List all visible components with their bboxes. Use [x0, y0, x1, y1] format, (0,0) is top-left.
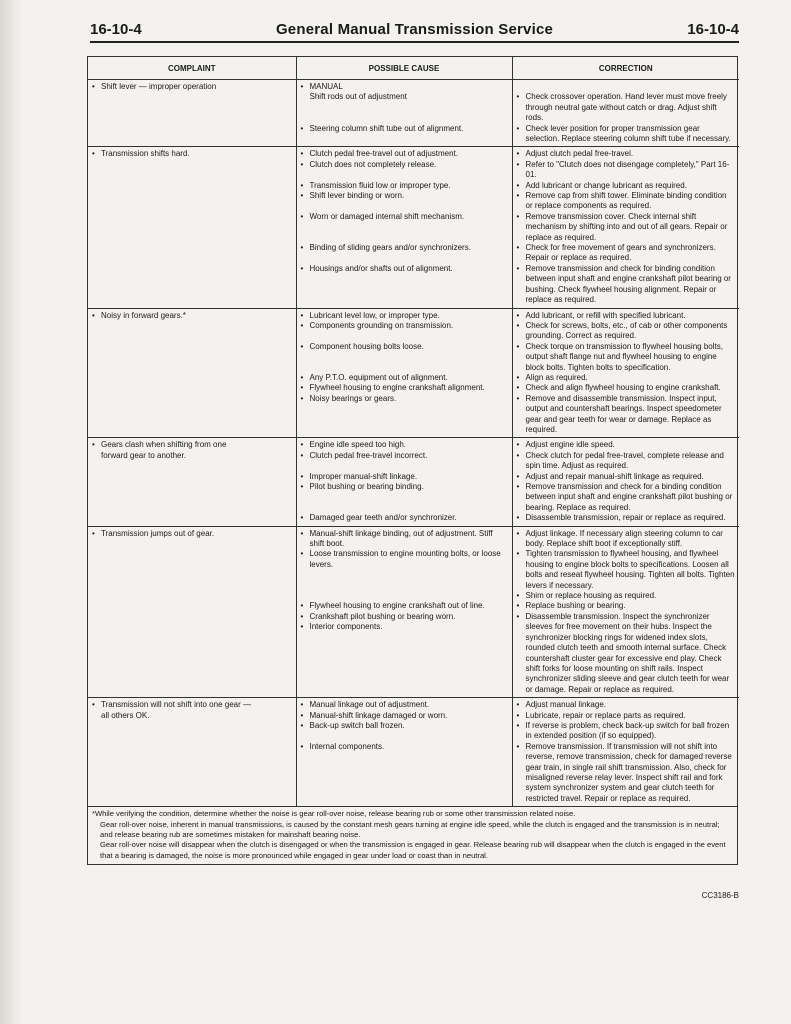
list-item [301, 243, 508, 253]
item-text: Component housing bolts loose. [309, 341, 424, 351]
bullet-icon: • [516, 513, 520, 523]
complaint-cell [88, 698, 296, 807]
spacer [301, 461, 508, 471]
list-item [301, 482, 508, 492]
item-text: Tighten transmission to flywheel housing, and flywheel housing to engine block bolts to specifications. Loosen all bolts and reseat flywheel housing. Tighten all bolts. Tighten levers if necessary. [525, 549, 735, 590]
bullet-icon: • [92, 700, 95, 710]
item-text: Transmission will not shift into one gear — [101, 700, 251, 710]
item-text: Remove transmission and check for binding condition between input shaft and engine crankshaft pilot bearing or bushing. Check flywheel housing alignment. Repair or replace as required. [525, 263, 731, 305]
list-item [301, 264, 508, 274]
bullet-icon: • [516, 440, 520, 450]
item-text: Manual linkage out of adjustment. [309, 700, 430, 710]
bullet-icon: • [516, 263, 520, 273]
bullet-icon: • [516, 191, 520, 201]
list-item [301, 742, 508, 752]
item-text: Disassemble transmission, repair or replace as required. [525, 513, 726, 523]
bullet-icon [301, 92, 310, 102]
list-item [517, 264, 736, 306]
list-item [301, 513, 508, 523]
list-item [517, 383, 736, 393]
item-text: all others OK. [101, 710, 150, 720]
complaint-cell [88, 308, 296, 438]
list-item [517, 549, 736, 591]
column-header-possible-cause: POSSIBLE CAUSE [296, 57, 512, 80]
page-number-right: 16-10-4 [687, 21, 739, 38]
column-header-correction: CORRECTION [512, 57, 739, 80]
list-item [517, 529, 736, 550]
list-item [517, 742, 736, 804]
item-text: Transmission fluid low or improper type. [309, 180, 451, 190]
list-item [92, 700, 292, 710]
list-item [517, 472, 736, 482]
item-text: Internal components. [309, 741, 385, 751]
bullet-icon: • [516, 383, 520, 393]
bullet-icon: • [300, 513, 304, 523]
item-text: Check clutch for pedal free-travel, complete release and spin time. Adjust as required. [525, 450, 724, 471]
item-text: Check torque on transmission to flywheel housing bolts, output shaft flange nut and flywheel housing to engine block bolts. Tighten bolts to specification. [525, 341, 723, 372]
bullet-icon: • [516, 372, 520, 382]
bullet-icon: • [516, 243, 520, 253]
item-text: forward gear to another. [101, 450, 186, 460]
item-text: Loose transmission to engine mounting bolts, or loose levers. [309, 549, 501, 569]
item-text: Disassemble transmission. Inspect the synchronizer sleeves for free movement on their hubs. Inspect the synchronizer blocking rings for widened index slots, rounded clutch teeth and smooth internal surface. Check countershaft cluster gear for excessive end play. Check shift forks for loose mounting on shift rails. Inspect synchronizer sliding sleeve and gear clutch teeth for wear or damage. Repair or replace as required. [525, 611, 730, 694]
item-text: Transmission shifts hard. [101, 149, 190, 159]
item-text: Gears clash when shifting from one [101, 440, 227, 450]
table-row [88, 526, 739, 698]
item-text: Replace bushing or bearing. [525, 601, 626, 611]
list-item [301, 373, 508, 383]
spacer [301, 222, 508, 243]
spacer [301, 201, 508, 211]
item-text: Refer to "Clutch does not disengage completely," Part 16-01. [525, 159, 730, 180]
bullet-icon: • [300, 393, 304, 403]
page-title: General Manual Transmission Service [275, 21, 554, 38]
item-text: Clutch pedal free-travel out of adjustment. [309, 149, 459, 159]
bullet-icon: • [300, 741, 304, 751]
spacer [517, 82, 736, 92]
correction-cell [512, 308, 739, 438]
bullet-icon: • [300, 123, 304, 133]
bullet-icon: • [516, 123, 520, 133]
list-item [517, 711, 736, 721]
item-text: Add lubricant or change lubricant as required. [525, 180, 687, 190]
list-item [301, 124, 508, 134]
list-item [301, 622, 508, 632]
bullet-icon: • [516, 471, 520, 481]
item-text: Remove and disassemble transmission. Inspect input, output and countershaft bearings. Inspect speedometer gear and gear teeth for wear or damage. Replace as required. [525, 393, 722, 434]
bullet-icon: • [92, 528, 95, 538]
bullet-icon: • [300, 440, 304, 450]
correction-cell [512, 147, 739, 308]
list-item [301, 601, 508, 611]
spacer [301, 570, 508, 601]
correction-cell [512, 80, 739, 147]
bullet-icon: • [300, 180, 304, 190]
item-text: Shift rods out of adjustment [309, 92, 407, 102]
list-item [301, 612, 508, 622]
list-item [517, 513, 736, 523]
bullet-icon: • [516, 320, 520, 330]
spacer [301, 103, 508, 124]
item-text: Engine idle speed too high. [309, 440, 407, 450]
spacer [301, 352, 508, 373]
bullet-icon: • [300, 700, 304, 710]
item-text: Clutch does not completely release. [309, 159, 437, 169]
item-text: Lubricate, repair or replace parts as required. [525, 710, 686, 720]
possible-cause-cell [296, 526, 512, 698]
bullet-icon: • [92, 440, 95, 450]
bullet-icon: • [516, 310, 520, 320]
bullet-icon: • [92, 149, 95, 159]
bullet-icon: • [300, 341, 304, 351]
spacer [301, 170, 508, 180]
bullet-icon: • [300, 211, 304, 221]
list-item [517, 243, 736, 264]
list-item [517, 451, 736, 472]
list-item [301, 191, 508, 201]
item-text: Add lubricant, or refill with specified lubricant. [525, 310, 686, 320]
item-text: Noisy bearings or gears. [309, 393, 397, 403]
item-text: Adjust manual linkage. [525, 700, 606, 710]
bullet-icon: • [300, 383, 304, 393]
list-item [301, 311, 508, 321]
bullet-icon: • [300, 310, 304, 320]
item-text: Check for screws, bolts, etc., of cab or other components grounding. Correct as required. [525, 320, 728, 341]
list-item [517, 394, 736, 436]
figure-code: CC3186-B [701, 891, 739, 900]
list-item [517, 149, 736, 159]
item-text: Interior components. [309, 622, 383, 632]
bullet-icon: • [300, 710, 304, 720]
list-item [517, 124, 736, 145]
list-item [301, 700, 508, 710]
item-text: Clutch pedal free-travel incorrect. [309, 450, 428, 460]
table-row [88, 147, 739, 308]
bullet-icon: • [300, 528, 304, 538]
item-text: Components grounding on transmission. [309, 320, 454, 330]
list-item [301, 181, 508, 191]
list-item [517, 591, 736, 601]
item-text: Adjust engine idle speed. [525, 440, 615, 450]
list-item [517, 342, 736, 373]
bullet-icon: • [516, 741, 520, 751]
item-text: Lubricant level low, or improper type. [309, 310, 440, 320]
item-text: Manual-shift linkage damaged or worn. [309, 710, 448, 720]
bullet-icon: • [92, 82, 95, 91]
table-footnote [88, 806, 737, 864]
list-item [92, 440, 292, 450]
list-item [301, 472, 508, 482]
item-text: Pilot bushing or bearing binding. [309, 482, 424, 491]
item-text: Remove transmission and check for a binding condition between input shaft and engine crankshaft pilot bushing or bearing. Replace as required. [525, 482, 733, 512]
bullet-icon: • [300, 450, 304, 460]
list-item [517, 721, 736, 742]
table-row [88, 698, 739, 807]
list-item [301, 529, 508, 550]
possible-cause-cell [296, 438, 512, 526]
list-item [517, 321, 736, 342]
bullet-icon [92, 711, 101, 721]
list-item [517, 373, 736, 383]
item-text: Check and align flywheel housing to engine crankshaft. [525, 383, 721, 393]
bullet-icon: • [516, 700, 520, 710]
list-item [301, 549, 508, 570]
item-text: Housings and/or shafts out of alignment. [309, 263, 453, 273]
bullet-icon: • [516, 211, 520, 221]
possible-cause-cell [296, 147, 512, 308]
list-item [301, 721, 508, 731]
complaint-cell [88, 147, 296, 308]
bullet-icon: • [516, 450, 520, 460]
item-text: Worn or damaged internal shift mechanism. [309, 211, 465, 221]
bullet-icon: • [300, 191, 304, 201]
list-item [301, 711, 508, 721]
bullet-icon: • [300, 243, 304, 253]
list-item [517, 311, 736, 321]
bullet-icon: • [300, 149, 304, 159]
list-item [301, 212, 508, 222]
possible-cause-cell [296, 308, 512, 438]
list-item [301, 160, 508, 170]
spacer [301, 331, 508, 341]
list-item [517, 191, 736, 212]
bullet-icon: • [516, 92, 520, 102]
bullet-icon: • [300, 372, 304, 382]
item-text: Manual-shift linkage binding, out of adjustment. Stiff shift boot. [309, 528, 493, 549]
list-item [301, 451, 508, 461]
diagnosis-table [87, 56, 738, 865]
bullet-icon: • [516, 710, 520, 720]
footnote-line: Gear roll-over noise will disappear when the clutch is disengaged or when the transmission is engaged in gear. Release bearing rub will disappear when the clutch is engaged in the event that a bearing is damaged, the noise is more pronounced while engaged in gear under load or coast than in neutral. [100, 840, 726, 860]
item-text: Shift lever binding or worn. [309, 191, 405, 201]
bullet-icon: • [300, 320, 304, 330]
list-item [517, 482, 736, 513]
list-item [301, 92, 508, 102]
correction-cell [512, 698, 739, 807]
item-text: Flywheel housing to engine crankshaft alignment. [309, 383, 485, 393]
list-item [517, 601, 736, 611]
list-item [517, 440, 736, 450]
list-item [301, 342, 508, 352]
table-row [88, 80, 739, 147]
page-header [90, 14, 739, 43]
list-item [301, 394, 508, 404]
spacer [301, 731, 508, 741]
bullet-icon: • [516, 591, 520, 601]
list-item [301, 82, 508, 92]
item-text: Check for free movement of gears and synchronizers. Repair or replace as required. [525, 243, 716, 263]
list-item [517, 92, 736, 123]
spacer [301, 253, 508, 263]
item-text: Check lever position for proper transmission gear selection. Replace steering column shift tube if necessary. [525, 123, 731, 144]
bullet-icon: • [516, 528, 520, 538]
bullet-icon: • [300, 622, 304, 632]
item-text: Align as required. [525, 372, 588, 382]
item-text: Crankshaft pilot bushing or bearing worn. [309, 611, 456, 621]
item-text: Improper manual-shift linkage. [309, 471, 418, 481]
item-text: Back-up switch ball frozen. [309, 720, 405, 730]
list-item [301, 321, 508, 331]
item-text: MANUAL [309, 82, 343, 91]
list-item [92, 149, 292, 159]
item-text: Any P.T.O. equipment out of alignment. [309, 372, 448, 382]
complaint-cell [88, 80, 296, 147]
possible-cause-cell [296, 80, 512, 147]
item-text: Damaged gear teeth and/or synchronizer. [309, 513, 457, 523]
spacer [301, 492, 508, 513]
list-item [517, 700, 736, 710]
book-spine-shadow [0, 0, 22, 1024]
list-item [301, 149, 508, 159]
complaint-cell [88, 526, 296, 698]
list-item [92, 529, 292, 539]
bullet-icon: • [300, 159, 304, 169]
bullet-icon: • [300, 263, 304, 273]
list-item [517, 160, 736, 181]
complaint-cell [88, 438, 296, 526]
bullet-icon: • [516, 611, 520, 621]
item-text: Steering column shift tube out of alignment. [309, 123, 464, 133]
bullet-icon: • [516, 482, 520, 492]
item-text: Adjust and repair manual-shift linkage as required. [525, 471, 704, 481]
column-header-complaint: COMPLAINT [88, 57, 296, 80]
bullet-icon: • [516, 601, 520, 611]
bullet-icon: • [516, 149, 520, 159]
item-text: If reverse is problem, check back-up switch for ball frozen in extended position (if so equipped). [525, 720, 730, 741]
item-text: Remove transmission. If transmission will not shift into reverse, remove transmission, check for damaged reverse gear train, in single rail shift transmission. Also, check for misaligned reverse relay lever. Inspect shift rail and fork system synchronizer system and gear clutch teeth for restricted travel. Repair or replace as required. [525, 741, 732, 803]
bullet-icon: • [300, 601, 304, 611]
correction-cell [512, 526, 739, 698]
bullet-icon: • [300, 471, 304, 481]
list-item [517, 612, 736, 695]
list-item [92, 451, 292, 461]
list-item [301, 383, 508, 393]
table-row [88, 308, 739, 438]
correction-cell [512, 438, 739, 526]
bullet-icon: • [300, 482, 304, 491]
possible-cause-cell [296, 698, 512, 807]
list-item [301, 440, 508, 450]
bullet-icon: • [300, 549, 304, 559]
page-number-left: 16-10-4 [90, 21, 142, 38]
item-text: Transmission jumps out of gear. [101, 528, 215, 538]
item-text: Remove transmission cover. Check internal shift mechanism by shifting into and out of all gears. Repair or replace as required. [525, 211, 728, 242]
list-item [517, 212, 736, 243]
item-text: Adjust clutch pedal free-travel. [525, 149, 634, 159]
bullet-icon: • [516, 180, 520, 190]
item-text: Binding of sliding gears and/or synchronizers. [309, 243, 471, 253]
item-text: Shim or replace housing as required. [525, 591, 657, 601]
bullet-icon: • [516, 549, 520, 559]
bullet-icon: • [92, 310, 95, 320]
footnote-line: *While verifying the condition, determine whether the noise is gear roll-over noise, release bearing rub or some other transmission related noise. [92, 809, 576, 819]
table-row [88, 438, 739, 526]
item-text: Shift lever — improper operation [101, 82, 217, 91]
item-text: Flywheel housing to engine crankshaft out of line. [309, 601, 485, 611]
item-text: Adjust linkage. If necessary align steering column to car body. Replace shift boot if exceptionally stiff. [525, 528, 723, 549]
table-header-row [88, 57, 739, 80]
bullet-icon: • [516, 720, 520, 730]
bullet-icon: • [516, 393, 520, 403]
list-item [92, 82, 292, 92]
list-item [92, 711, 292, 721]
item-text: Check crossover operation. Hand lever must move freely through neutral gate without catch or drag. Adjust shift rods. [525, 92, 727, 123]
item-text: Noisy in forward gears.* [101, 310, 186, 320]
item-text: Remove cap from shift tower. Eliminate binding condition or replace components as required. [525, 191, 727, 211]
list-item [92, 311, 292, 321]
bullet-icon: • [516, 341, 520, 351]
footnote-line: Gear roll-over noise, inherent in manual transmissions, is caused by the constant mesh gears turning at engine idle speed, while the clutch is engaged and the transmission is in neutral; and release bearing rub are sometimes mistaken for mainshaft bearing noise. [100, 819, 720, 840]
bullet-icon: • [300, 82, 304, 91]
bullet-icon: • [300, 611, 304, 621]
bullet-icon: • [516, 159, 520, 169]
bullet-icon: • [300, 720, 304, 730]
list-item [517, 181, 736, 191]
bullet-icon [92, 451, 101, 461]
